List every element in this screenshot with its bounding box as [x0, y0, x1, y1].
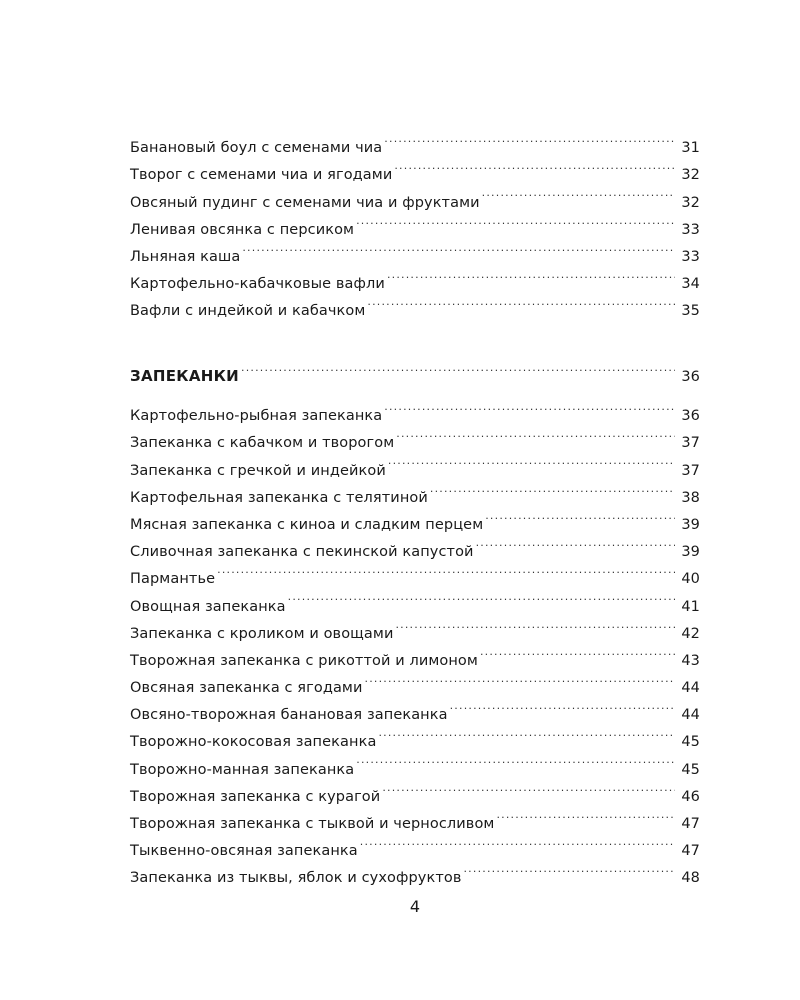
toc-entry-title: Картофельно-рыбная запеканка: [130, 408, 383, 425]
toc-leader-dots: [450, 692, 675, 719]
toc-entry-title: Запеканка с гречкой и индейкой: [130, 462, 386, 479]
toc-entry-page: 37: [681, 462, 700, 479]
toc-entry-page: 44: [681, 707, 700, 724]
toc-entry-page: 48: [681, 870, 700, 887]
toc-leader-dots: [394, 152, 675, 179]
toc-entry-title: Банановый боул с семенами чиа: [130, 140, 383, 157]
toc-entry-page: 47: [681, 816, 700, 832]
toc-leader-dots: [482, 179, 675, 206]
section-heading-title: ЗАПЕКАНКИ: [130, 367, 240, 386]
toc-entry-page: 45: [681, 734, 700, 751]
toc-entry-page: 39: [681, 516, 700, 533]
toc-entry-page: 41: [681, 598, 700, 615]
toc-entry-page: 38: [681, 489, 700, 506]
toc-entry-page: 47: [681, 843, 700, 860]
toc-entry-title: Овсяная запеканка с ягодами: [130, 680, 363, 697]
toc-entry-title: Картофельная запеканка с телятиной: [130, 489, 428, 506]
toc-entry-title: Вафли с индейкой и кабачком: [130, 303, 366, 320]
toc-entry-title: Пармантье: [130, 571, 216, 588]
toc-entry-title: Творог с семенами чиа и ягодами: [130, 167, 393, 184]
toc-entry-page: 39: [681, 544, 700, 561]
toc-entry-page: 33: [681, 221, 700, 238]
toc-entry-title: Сливочная запеканка с пекинской капустой: [130, 544, 474, 561]
toc-list-breakfasts: [130, 125, 700, 320]
toc-entry-title: Творожная запеканка с рикоттой и лимоном: [130, 652, 478, 669]
page-number: 4: [409, 897, 421, 916]
toc-entry-title: Льняная каша: [130, 248, 241, 265]
toc-leader-dots: [485, 502, 675, 529]
toc-entry-title: Запеканка с кроликом и овощами: [130, 625, 394, 642]
toc-leader-dots: [360, 828, 675, 855]
toc-entry-page: 32: [681, 167, 700, 184]
toc-entry-page: 35: [681, 303, 700, 320]
toc-entry-page: 32: [681, 194, 700, 211]
toc-entry-title: Овсяно-творожная банановая запеканка: [130, 707, 448, 724]
toc-entry-page: 33: [681, 248, 700, 265]
toc-entry-page: 40: [681, 571, 700, 588]
toc-leader-dots: [388, 447, 675, 474]
toc-leader-dots: [387, 261, 675, 288]
toc-leader-dots: [217, 556, 675, 583]
toc-list-casseroles: [130, 393, 700, 887]
toc-entry[interactable]: [130, 125, 700, 157]
toc-entry-title: Ленивая овсянка с персиком: [130, 221, 355, 238]
toc-leader-dots: [356, 207, 675, 234]
toc-entry-title: Творожная запеканка с тыквой и черносливом: [130, 816, 495, 832]
toc-leader-dots: [396, 420, 675, 447]
toc-leader-dots: [384, 393, 675, 420]
section-heading-page: 36: [681, 369, 700, 386]
toc-leader-dots: [480, 638, 675, 665]
toc-leader-dots: [430, 475, 675, 502]
toc-leader-dots: [395, 611, 675, 638]
toc-leader-dots: [496, 801, 675, 828]
toc-leader-dots: [382, 774, 675, 801]
toc-entry-page: 46: [681, 788, 700, 805]
toc-leader-dots: [242, 234, 675, 261]
toc-entry-title: Творожная запеканка с курагой: [130, 788, 381, 805]
toc-leader-dots: [288, 583, 675, 610]
toc-entry-title: Запеканка из тыквы, яблок и сухофруктов: [130, 870, 462, 887]
toc-entry-page: 37: [681, 435, 700, 452]
toc-entry-title: Картофельно-кабачковые вафли: [130, 276, 385, 293]
toc-entry-page: 31: [681, 140, 700, 157]
toc-entry-title: Тыквенно-овсяная запеканка: [130, 843, 358, 860]
toc-entry-title: Запеканка с кабачком и творогом: [130, 435, 395, 452]
toc-entry-page: 34: [681, 276, 700, 293]
toc-leader-dots: [378, 719, 675, 746]
toc-entry[interactable]: [130, 393, 700, 425]
toc-entry-title: Мясная запеканка с киноа и сладким перцем: [130, 516, 484, 533]
toc-entry-page: 45: [681, 761, 700, 778]
toc-entry-title: Творожно-манная запеканка: [130, 761, 355, 778]
toc-entry[interactable]: [130, 583, 700, 615]
toc-leader-dots: [476, 529, 675, 556]
toc-entry-page: 36: [681, 408, 700, 425]
toc-leader-dots: [463, 855, 675, 882]
toc-leader-dots: [367, 288, 675, 315]
toc-leader-dots: [241, 354, 675, 381]
toc-entry-page: 42: [681, 625, 700, 642]
toc-entry-page: 44: [681, 680, 700, 697]
toc-entry-title: Творожно-кокосовая запеканка: [130, 734, 377, 751]
toc-entry-page: 43: [681, 652, 700, 669]
toc-leader-dots: [356, 746, 675, 773]
toc-entry-title: Овощная запеканка: [130, 598, 286, 615]
section-heading-casseroles[interactable]: [130, 354, 700, 386]
toc-leader-dots: [365, 665, 676, 692]
toc-leader-dots: [384, 125, 675, 152]
toc-entry-title: Овсяный пудинг с семенами чиа и фруктами: [130, 194, 480, 211]
